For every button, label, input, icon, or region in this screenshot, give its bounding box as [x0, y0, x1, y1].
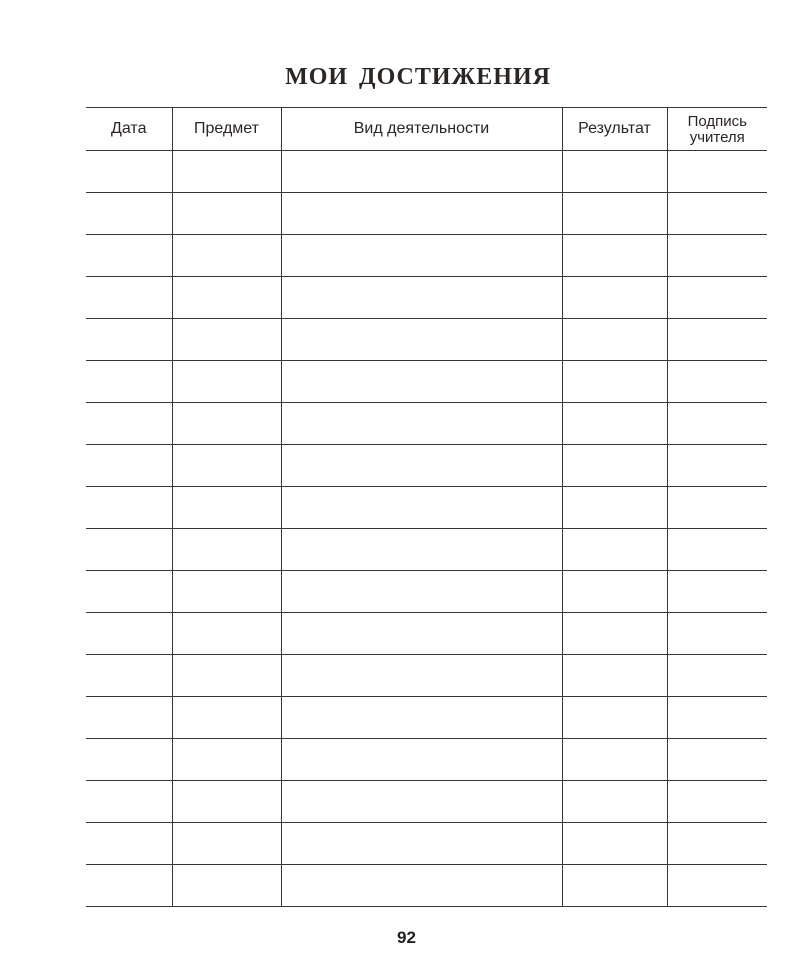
table-row	[86, 487, 767, 529]
cell-subject[interactable]	[172, 319, 281, 361]
cell-activity[interactable]	[281, 697, 562, 739]
cell-result[interactable]	[562, 529, 667, 571]
cell-activity[interactable]	[281, 445, 562, 487]
cell-activity[interactable]	[281, 151, 562, 193]
cell-subject[interactable]	[172, 739, 281, 781]
cell-date[interactable]	[86, 193, 172, 235]
cell-subject[interactable]	[172, 697, 281, 739]
cell-date[interactable]	[86, 277, 172, 319]
cell-result[interactable]	[562, 655, 667, 697]
cell-signature[interactable]	[667, 781, 767, 823]
cell-result[interactable]	[562, 697, 667, 739]
cell-signature[interactable]	[667, 529, 767, 571]
column-header-teacher-signature	[667, 108, 767, 151]
cell-result[interactable]	[562, 277, 667, 319]
cell-date[interactable]	[86, 739, 172, 781]
cell-signature[interactable]	[667, 235, 767, 277]
table-row	[86, 151, 767, 193]
cell-activity[interactable]	[281, 235, 562, 277]
signature-header-line-2: учителя	[689, 128, 745, 146]
cell-signature[interactable]	[667, 487, 767, 529]
table-row	[86, 865, 767, 907]
cell-result[interactable]	[562, 403, 667, 445]
cell-date[interactable]	[86, 529, 172, 571]
cell-date[interactable]	[86, 361, 172, 403]
cell-signature[interactable]	[667, 445, 767, 487]
cell-result[interactable]	[562, 193, 667, 235]
page-title: МОИ ДОСТИЖЕНИЯ	[285, 64, 551, 90]
table-row	[86, 655, 767, 697]
table-row	[86, 697, 767, 739]
cell-signature[interactable]	[667, 865, 767, 907]
table-row	[86, 823, 767, 865]
table-row	[86, 445, 767, 487]
cell-result[interactable]	[562, 235, 667, 277]
table-row	[86, 529, 767, 571]
cell-activity[interactable]	[281, 319, 562, 361]
cell-subject[interactable]	[172, 823, 281, 865]
cell-subject[interactable]	[172, 277, 281, 319]
cell-signature[interactable]	[667, 739, 767, 781]
cell-result[interactable]	[562, 613, 667, 655]
cell-date[interactable]	[86, 151, 172, 193]
column-header-subject: Предмет	[172, 108, 281, 151]
cell-result[interactable]	[562, 571, 667, 613]
cell-date[interactable]	[86, 487, 172, 529]
cell-subject[interactable]	[172, 403, 281, 445]
cell-date[interactable]	[86, 781, 172, 823]
table-row	[86, 571, 767, 613]
cell-date[interactable]	[86, 655, 172, 697]
cell-signature[interactable]	[667, 193, 767, 235]
cell-activity[interactable]	[281, 571, 562, 613]
cell-result[interactable]	[562, 361, 667, 403]
cell-subject[interactable]	[172, 151, 281, 193]
table-row	[86, 361, 767, 403]
cell-date[interactable]	[86, 403, 172, 445]
cell-activity[interactable]	[281, 781, 562, 823]
cell-date[interactable]	[86, 235, 172, 277]
cell-activity[interactable]	[281, 655, 562, 697]
cell-subject[interactable]	[172, 529, 281, 571]
cell-signature[interactable]	[667, 823, 767, 865]
cell-subject[interactable]	[172, 571, 281, 613]
cell-subject[interactable]	[172, 445, 281, 487]
cell-subject[interactable]	[172, 361, 281, 403]
table-row	[86, 277, 767, 319]
achievements-table	[86, 107, 767, 907]
cell-activity[interactable]	[281, 277, 562, 319]
table-row	[86, 235, 767, 277]
table-row	[86, 739, 767, 781]
cell-result[interactable]	[562, 319, 667, 361]
table-header-row	[86, 108, 767, 151]
cell-activity[interactable]	[281, 193, 562, 235]
cell-subject[interactable]	[172, 781, 281, 823]
cell-subject[interactable]	[172, 487, 281, 529]
cell-result[interactable]	[562, 823, 667, 865]
cell-result[interactable]	[562, 739, 667, 781]
table-row	[86, 403, 767, 445]
column-header-date: Дата	[86, 108, 172, 151]
cell-activity[interactable]	[281, 403, 562, 445]
cell-signature[interactable]	[667, 571, 767, 613]
table-row	[86, 319, 767, 361]
cell-signature[interactable]	[667, 277, 767, 319]
cell-date[interactable]	[86, 319, 172, 361]
cell-date[interactable]	[86, 697, 172, 739]
cell-activity[interactable]	[281, 865, 562, 907]
cell-date[interactable]	[86, 613, 172, 655]
table-body	[86, 151, 767, 907]
cell-date[interactable]	[86, 571, 172, 613]
cell-activity[interactable]	[281, 487, 562, 529]
cell-result[interactable]	[562, 151, 667, 193]
cell-signature[interactable]	[667, 151, 767, 193]
cell-date[interactable]	[86, 823, 172, 865]
cell-subject[interactable]	[172, 193, 281, 235]
cell-activity[interactable]	[281, 823, 562, 865]
column-header-activity: Вид деятельности	[281, 108, 562, 151]
table-row	[86, 781, 767, 823]
cell-signature[interactable]	[667, 361, 767, 403]
cell-result[interactable]	[562, 865, 667, 907]
column-header-result: Результат	[562, 108, 667, 151]
cell-result[interactable]	[562, 487, 667, 529]
cell-activity[interactable]	[281, 529, 562, 571]
cell-signature[interactable]	[667, 697, 767, 739]
cell-signature[interactable]	[667, 613, 767, 655]
cell-date[interactable]	[86, 445, 172, 487]
cell-result[interactable]	[562, 445, 667, 487]
page-number: 92	[397, 928, 416, 947]
cell-signature[interactable]	[667, 319, 767, 361]
table-row	[86, 613, 767, 655]
cell-subject[interactable]	[172, 865, 281, 907]
cell-activity[interactable]	[281, 613, 562, 655]
cell-signature[interactable]	[667, 655, 767, 697]
table-row	[86, 193, 767, 235]
cell-date[interactable]	[86, 865, 172, 907]
cell-activity[interactable]	[281, 739, 562, 781]
signature-header-line-1: Подпись	[687, 112, 747, 130]
cell-subject[interactable]	[172, 655, 281, 697]
cell-subject[interactable]	[172, 613, 281, 655]
cell-result[interactable]	[562, 781, 667, 823]
cell-signature[interactable]	[667, 403, 767, 445]
cell-subject[interactable]	[172, 235, 281, 277]
cell-activity[interactable]	[281, 361, 562, 403]
